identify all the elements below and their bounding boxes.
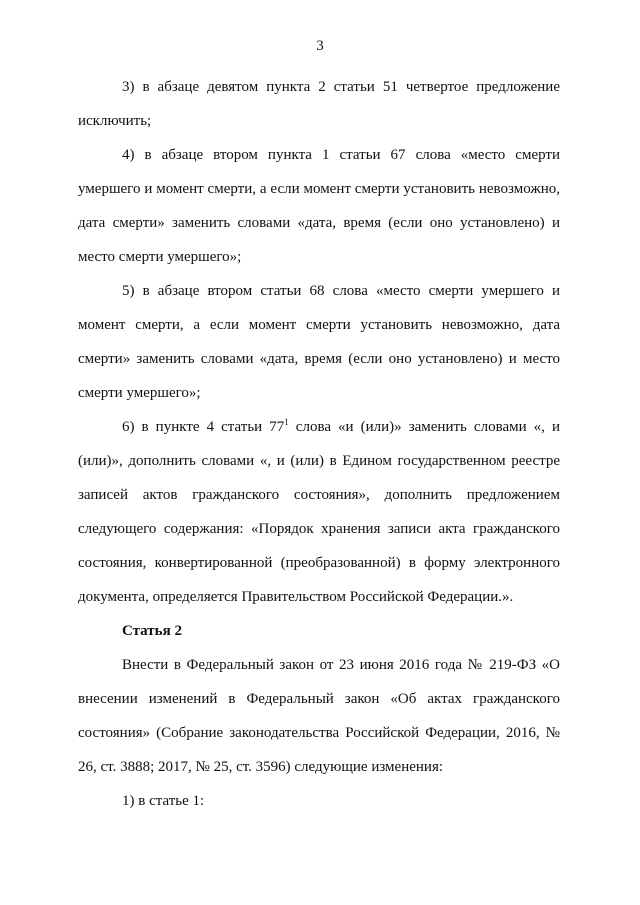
article-heading: Статья 2 [122, 623, 182, 639]
amendment-item-6-rest: слова «и (или)» заменить словами «, и (или)», дополнить словами «, и (или) в Едином государственном реестре записей актов гражданского состояния», дополнить предложением следующего содержания: «Порядок хранения записи акта гражданского состояния, конвертированной (преобразованной) в форму электронного документа, определяется Правительством Российской Федерации.». [78, 419, 560, 605]
article-2-intro: Внести в Федеральный закон от 23 июня 2016 года № 219-ФЗ «О внесении изменений в Федеральный закон «Об актах гражданского состояния» (Собрание законодательства Российской Федерации, 2016, № 26, ст. 3888; 2017, № 25, ст. 3596) следующие изменения: [78, 657, 560, 775]
amendment-item-5: 5) в абзаце втором статьи 68 слова «место смерти умершего и момент смерти, а если момент смерти установить невозможно, дата смерти» заменить словами «дата, время (если оно установлено) и место смерти умершего»; [78, 283, 560, 401]
page-number: 3 [316, 38, 324, 54]
amendment-item-4: 4) в абзаце втором пункта 1 статьи 67 слова «место смерти умершего и момент смерти, а если момент смерти установить невозможно, дата смерти» заменить словами «дата, время (если оно установлено) и место смерти умершего»; [78, 147, 560, 265]
article-2-item-1: 1) в статье 1: [122, 793, 205, 809]
amendment-item-3: 3) в абзаце девятом пункта 2 статьи 51 четвертое предложение исключить; [78, 79, 560, 129]
amendment-item-6-lead: 6) в пункте 4 статьи 77 [122, 419, 285, 435]
article-superscript: 1 [284, 417, 289, 427]
document-body [78, 70, 560, 818]
amendment-item-6 [78, 410, 560, 614]
